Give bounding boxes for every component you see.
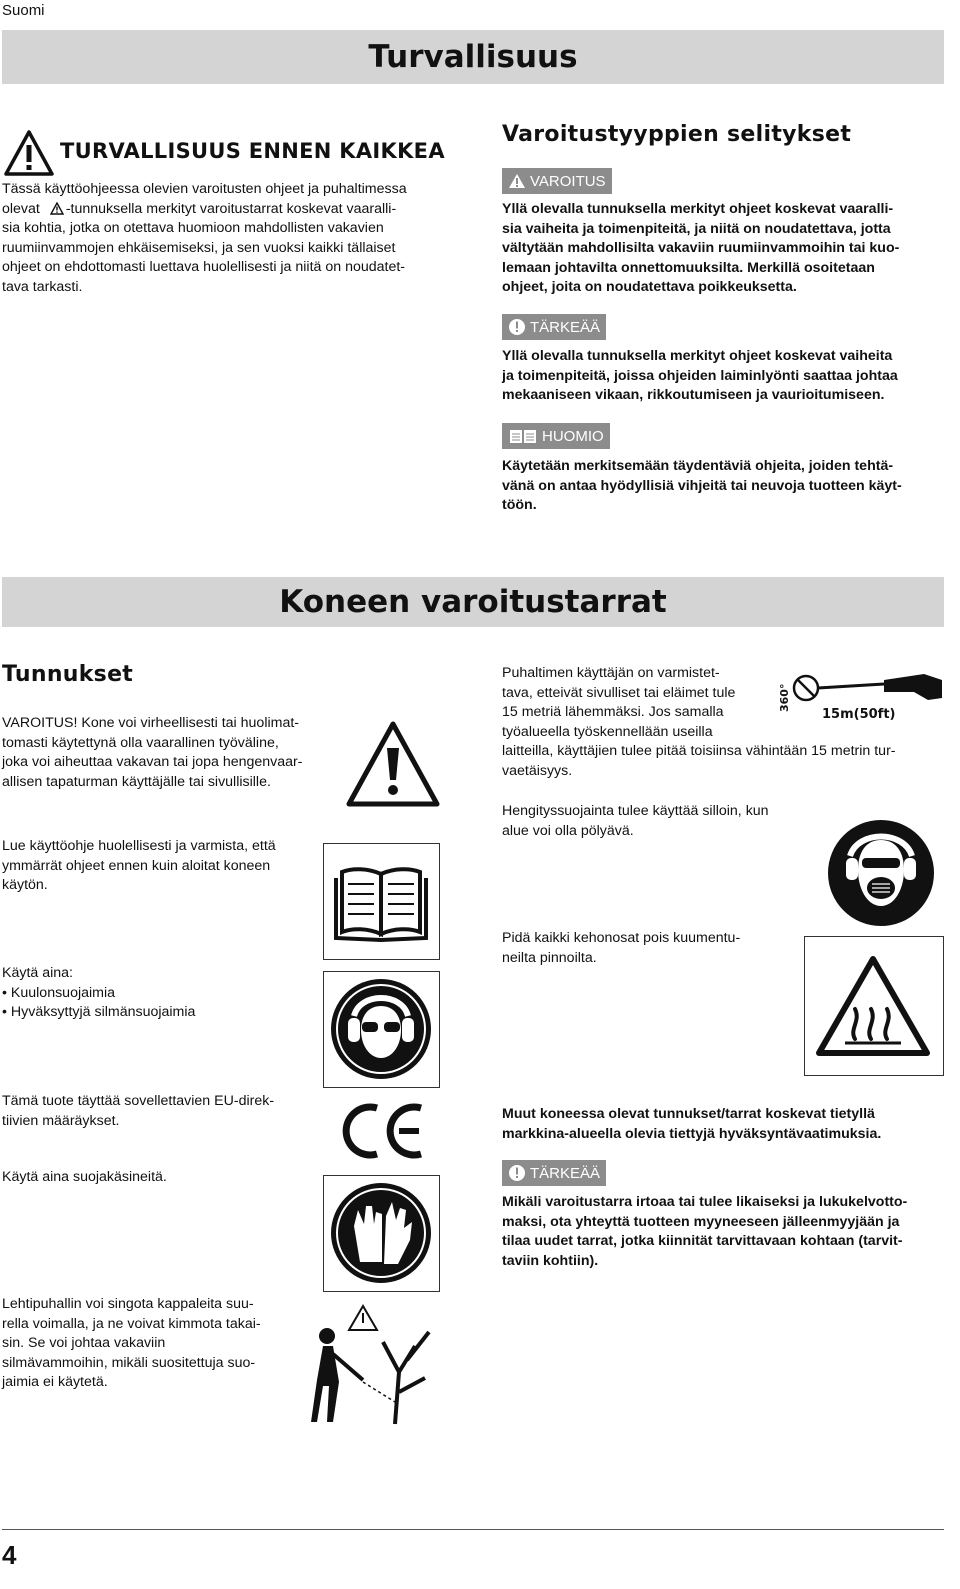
ricochet-warning-icon: [303, 1302, 443, 1427]
footer-divider: [2, 1529, 944, 1530]
warning-types-heading: Varoitustyyppien selitykset: [502, 122, 852, 147]
warning-icon: [508, 173, 526, 189]
book-icon: [508, 427, 538, 445]
page-number: 4: [2, 1540, 17, 1570]
distance-warning-icon: [774, 670, 944, 730]
exclamation-circle-icon: [508, 1164, 526, 1182]
read-manual-icon: [323, 843, 440, 960]
important-desc: Yllä olevalla tunnuksella merkityt ohjeet koskevat vaiheita ja toimenpiteitä, joissa ohjeiden laiminlyönti saattaa johtaa mekaaniseen vikaan, rikkoutumiseen ja vaurioitumiseen.: [502, 348, 898, 404]
respirator-text: Hengityssuojainta tulee käyttää silloin, kun alue voi olla pölyävä.: [502, 803, 769, 839]
badge-warning: VAROITUS: [502, 168, 612, 194]
safety-text: Tässä käyttöohjeessa olevien varoitusten ohjeet ja puhaltimessa olevat -tunnuksella merkityt varoitustarrat koskevat vaaralli- sia kohtia, jotka on otettava huomioon mahdollisten vakavien ruumiinvammojen ehkäisemiseksi, ja sen vuoksi kaikki tällaiset ohjeet on ehdottomasti luettava huolellisesti ja niitä on noudatet- tava tarkasti.: [2, 181, 407, 295]
warning-desc: Yllä olevalla tunnuksella merkityt ohjeet koskevat vaaralli- sia vaiheita ja toimenpiteitä, ja niitä on noudatettava, jotta vältytään mahdollisilta vakaviin ruumiinvammoihin tai kuo- lemaan johtavilta onnettomuuksilta. Merkillä osoitetaan ohjeet, joita on noudatettava poikkeuksetta.: [502, 201, 900, 296]
safety-heading: TURVALLISUUS ENNEN KAIKKEA: [60, 139, 445, 163]
warning-symbol-text: VAROITUS! Kone voi virheellisesti tai huolimat- tomasti käytettynä olla vaarallinen työväline, joka voi aiheuttaa vakavan tai jopa hengenvaar- allisen tapaturman käyttäjälle tai sivullisille.: [2, 715, 303, 790]
machine-labels-title: Koneen varoitustarrat: [2, 577, 944, 627]
exclamation-circle-icon: [508, 318, 526, 336]
language-label: Suomi: [2, 2, 45, 19]
general-warning-icon: [345, 720, 441, 808]
gloves-text: Käytä aina suojakäsineitä.: [2, 1169, 167, 1185]
protective-gloves-icon: [323, 1175, 440, 1292]
symbols-heading: Tunnukset: [2, 662, 134, 687]
eu-text: Tämä tuote täyttää sovellettavien EU-direk- tiivien määräykset.: [2, 1093, 275, 1129]
ppe-text: Käytä aina: • Kuulonsuojaimia • Hyväksyttyjä silmänsuojaimia: [2, 965, 196, 1021]
note-desc: Käytetään merkitsemään täydentäviä ohjeita, joiden tehtä- vänä on antaa hyödyllisiä vihjeitä tai neuvoja tuotteen käyt- töön.: [502, 458, 902, 514]
distance-text: Puhaltimen käyttäjän on varmistet- tava, etteivät sivulliset tai eläimet tule 15 metriä lähemmäksi. Jos samalla työalueella työskennellään useilla laitteilla, käyttäjien tulee pitää toisiinsa vähintään 15 metrin tur- vaetäisyys.: [502, 665, 896, 779]
ce-mark-icon: [341, 1102, 427, 1160]
market-text: Muut koneessa olevat tunnukset/tarrat koskevat tietyllä markkina-alueella olevia tiettyjä hyväksyntävaatimuksia.: [502, 1106, 882, 1142]
hot-surface-icon: [804, 936, 944, 1076]
manual-symbol-text: Lue käyttöohje huolellisesti ja varmista, että ymmärrät ohjeet ennen kuin aloitat koneen käytön.: [2, 838, 276, 894]
badge-note: HUOMIO: [502, 423, 610, 449]
badge-important: TÄRKEÄÄ: [502, 314, 606, 340]
inline-warning-icon: [50, 202, 64, 215]
debris-text: Lehtipuhallin voi singota kappaleita suu- rella voimalla, ja ne voivat kimmota takai- sin. Se voi johtaa vakaviin silmävammoihin, mikäli suositettuja suo- jaimia ei käytetä.: [2, 1296, 261, 1391]
label-replace-text: Mikäli varoitustarra irtoaa tai tulee likaiseksi ja lukukelvotto- maksi, ota yhteyttä tuotteen myyneeseen jälleenmyyjään ja tilaa uudet tarrat, jotka kiinnität tarvittavaan kohtaan (tarvit- taviin kohtiin).: [502, 1194, 908, 1269]
distance-value-label: 15m(50ft): [822, 707, 896, 722]
hot-surface-text: Pidä kaikki kehonosat pois kuumentu- neilta pinnoilta.: [502, 930, 741, 966]
distance-angle-label: 360°: [778, 683, 791, 712]
badge-important-2: TÄRKEÄÄ: [502, 1160, 606, 1186]
warning-triangle-icon: [4, 130, 54, 176]
page-title: Turvallisuus: [2, 30, 944, 84]
respirator-icon: [826, 818, 936, 928]
ear-eye-protection-icon: [323, 971, 440, 1088]
